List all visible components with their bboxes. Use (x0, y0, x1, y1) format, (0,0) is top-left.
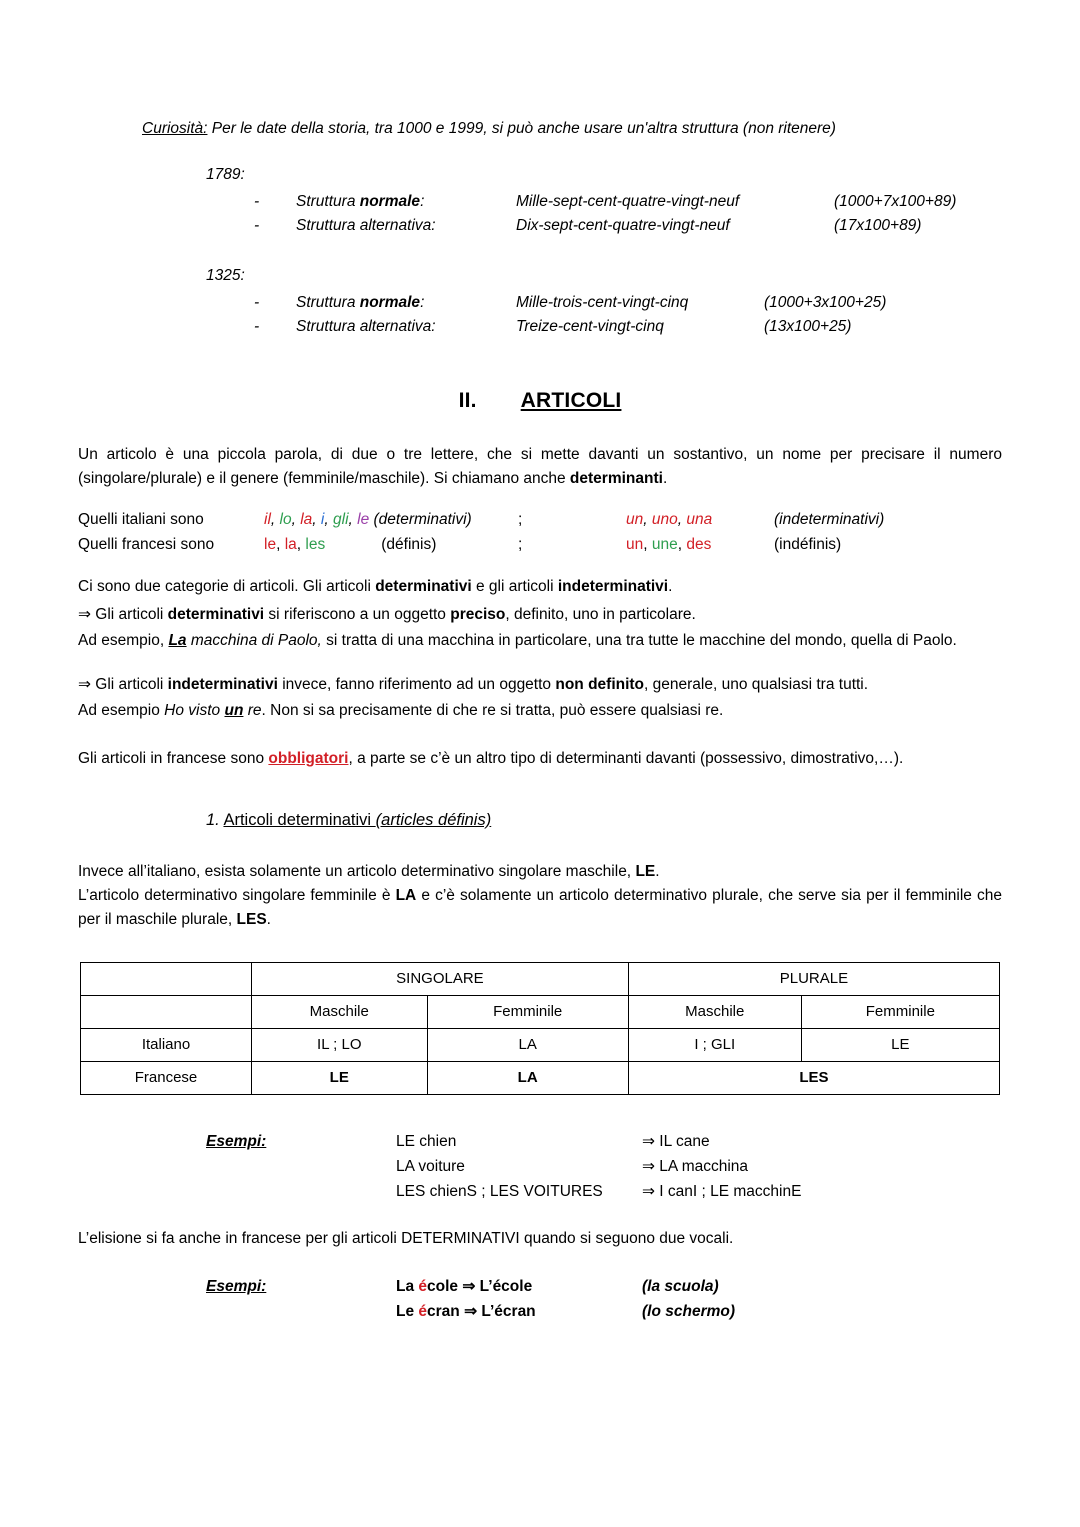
structure-calc: (1000+3x100+25) (764, 293, 887, 311)
article-line-group3: (indeterminativi) (774, 510, 885, 528)
obbligatori-c: , a parte se c’è un altro tipo di determinanti davanti (possessivo, dimostrativo,…). (348, 749, 904, 767)
esempi-french-text: LES chienS ; LES VOITURES (396, 1183, 603, 1201)
det-bold: determinativi (167, 605, 265, 623)
esempi-french (396, 1154, 642, 1179)
structure-kind-prefix: Struttura alternativa (296, 317, 432, 335)
ind-text-c: invece, fanno riferimento ad un oggetto (277, 675, 556, 693)
ind-bold-nondefinito: non definito (555, 675, 645, 693)
table-corner-cell-2 (81, 995, 252, 1028)
article-token: i (320, 510, 325, 528)
esempi-row (206, 1299, 1002, 1324)
esempi2-b: cole ⇒ L’école (427, 1278, 533, 1296)
curiosita-label: Curiosità: (142, 120, 208, 137)
structure-kind (296, 291, 516, 315)
structure-row (254, 190, 1002, 214)
esempi-french-text: LE chien (396, 1132, 457, 1150)
structure-value: Treize-cent-vingt-cinq (516, 317, 664, 335)
s1-l2-a: L’articolo determinativo singolare femminile è (78, 886, 396, 904)
table-cell-it-plur-m: I ; GLI (628, 1028, 801, 1061)
esempi-label: Esempi: (206, 1278, 267, 1296)
esempi2-italian: (la scuola) (642, 1278, 719, 1296)
year-label: 1325: (206, 266, 245, 284)
esempi-italian: ⇒ LA macchina (642, 1158, 749, 1176)
esempi2-italian: (lo schermo) (642, 1303, 736, 1321)
categories-bold-indet: indeterminativi (557, 577, 669, 595)
structure-row (254, 315, 1002, 339)
section-number: 1. (206, 810, 220, 829)
article-sep: , (643, 535, 652, 553)
structure-kind (296, 315, 516, 339)
det-ex-la: La (168, 631, 187, 649)
ind-text-e: , generale, uno qualsiasi tra tutti. (644, 675, 869, 693)
article-token: un (626, 535, 644, 553)
year-label: 1789: (206, 166, 245, 184)
esempi-row (206, 1154, 1002, 1179)
article-token: gli (333, 510, 349, 528)
structure-kind-suffix: : (431, 317, 436, 335)
obbligatori-a: Gli articoli in francese sono (78, 749, 269, 767)
intro-paragraph (78, 443, 1002, 491)
det-bold-preciso: preciso (450, 605, 506, 623)
article-line-italian (78, 507, 1002, 532)
article-line-semicolon: ; (518, 535, 523, 553)
det-ex-c: macchina di Paolo, (186, 631, 322, 649)
table-subheader-plur-maschile: Maschile (628, 995, 801, 1028)
esempi-french-text: LA voiture (396, 1158, 465, 1176)
esempi-italian: ⇒ IL cane (642, 1132, 710, 1150)
table-row-lang-italiano: Italiano (81, 1028, 252, 1061)
table-row-lang-francese: Francese (81, 1061, 252, 1094)
bullet-dash: - (254, 317, 260, 335)
article-sep: , (348, 510, 358, 528)
structure-kind-suffix: : (431, 217, 436, 235)
esempi2-a: Le (396, 1303, 419, 1321)
article-token: le (264, 535, 277, 553)
structure-value: Dix-sept-cent-quatre-vingt-neuf (516, 217, 730, 235)
year-block-1789 (206, 166, 1002, 238)
ind-ex-e: . Non si sa precisamente di che re si tratta, può essere qualsiasi re. (261, 701, 724, 719)
curiosita-text: Per le date della storia, tra 1000 e 1999, si può anche usare un'altra struttura (non ritenere) (207, 120, 836, 137)
structure-value: Mille-sept-cent-quatre-vingt-neuf (516, 193, 740, 211)
article-sep: , (296, 535, 306, 553)
esempi2-b: cran ⇒ L’écran (427, 1303, 536, 1321)
det-text-e: , definito, uno in particolare. (505, 605, 696, 623)
structure-kind-bold: normale (359, 293, 421, 311)
obbligatori-paragraph (78, 747, 1002, 771)
esempi-french (396, 1129, 642, 1154)
s1-l2-e: . (266, 910, 271, 928)
article-token: lo (279, 510, 292, 528)
esempi-label: Esempi: (206, 1132, 267, 1150)
article-sep: , (677, 510, 687, 528)
structure-value: Mille-trois-cent-vingt-cinq (516, 293, 689, 311)
s1-l2-la: LA (395, 886, 417, 904)
categories-text-a: Ci sono due categorie di articoli. Gli articoli (78, 577, 376, 595)
chapter-number: II. (458, 388, 477, 412)
structure-kind-suffix: : (420, 193, 425, 211)
indeterminativi-example (78, 699, 1002, 723)
esempi-italian: ⇒ I canI ; LE macchinE (642, 1183, 802, 1201)
article-line-group3: (indéfinis) (774, 535, 842, 553)
esempi-row (206, 1274, 1002, 1299)
determinativi-example (78, 629, 1002, 653)
article-line-group1 (264, 507, 518, 532)
esempi2-french (396, 1299, 642, 1324)
s1-l2-c: e c’è solamente un articolo determinativo plurale, che serve sia per il femminile che per il maschile plurale, (78, 886, 1002, 928)
table-cell-it-sing-m: IL ; LO (252, 1028, 428, 1061)
table-header-row-top (81, 962, 1000, 995)
s1-l2-les: LES (236, 910, 267, 928)
esempi-label-spacer (206, 1299, 396, 1324)
categories-text-e: . (668, 577, 673, 595)
structure-calc: (13x100+25) (764, 317, 852, 335)
article-line-g1-suffix: (determinativi) (369, 510, 472, 528)
article-sep: , (270, 510, 280, 528)
section-1-heading (206, 811, 1002, 830)
table-header-singolare: SINGOLARE (252, 962, 629, 995)
section1-line2 (78, 884, 1002, 932)
structure-kind-suffix: : (420, 293, 425, 311)
intro-bold: determinanti (569, 469, 663, 487)
determinativi-explanation (78, 603, 1002, 627)
table-cell-it-sing-f: LA (427, 1028, 628, 1061)
esempi2-french (396, 1274, 642, 1299)
esempi2-accent: é (418, 1278, 428, 1296)
article-line-lead: Quelli italiani sono (78, 510, 204, 528)
article-sep: , (276, 535, 285, 553)
structure-kind-bold: normale (359, 193, 421, 211)
article-sep: , (643, 510, 652, 528)
ind-ex-b: Ho visto (164, 701, 225, 719)
table-header-row-sub (81, 995, 1000, 1028)
article-token: uno (651, 510, 678, 528)
chapter-heading (78, 389, 1002, 413)
categories-intro (78, 575, 1002, 599)
det-ex-a: Ad esempio, (78, 631, 169, 649)
article-line-semicolon: ; (518, 510, 523, 528)
article-sep: , (312, 510, 321, 528)
article-token: la (300, 510, 313, 528)
article-line-french (78, 532, 1002, 557)
esempi2-a: La (396, 1278, 419, 1296)
article-lines (78, 507, 1002, 557)
obbligatori-highlight: obbligatori (268, 749, 349, 767)
det-text-c: si riferiscono a un oggetto (264, 605, 451, 623)
ind-ex-un: un (224, 701, 244, 719)
structure-row (254, 214, 1002, 238)
s1-l1-c: . (655, 862, 660, 880)
chapter-title: ARTICOLI (520, 388, 622, 412)
intro-part2: . (662, 469, 668, 487)
section1-line1 (78, 860, 1002, 884)
article-token: il (264, 510, 271, 528)
article-sep: , (291, 510, 301, 528)
article-token: une (651, 535, 678, 553)
article-line-lead: Quelli francesi sono (78, 535, 215, 553)
article-token: un (626, 510, 644, 528)
structure-kind (296, 214, 516, 238)
table-header-plurale: PLURALE (628, 962, 999, 995)
indeterminativi-explanation (78, 673, 1002, 697)
article-token: la (284, 535, 297, 553)
table-subheader-sing-maschile: Maschile (252, 995, 428, 1028)
table-corner-cell (81, 962, 252, 995)
article-token: le (357, 510, 370, 528)
year-block-1325 (206, 267, 1002, 339)
structure-kind-prefix: Struttura (296, 193, 360, 211)
intro-part1: Un articolo è una piccola parola, di due o tre lettere, che si mette davanti un sostantivo, un nome per precisare il numero (singolare/plurale) e il genere (femminile/maschile). Si chiamano anche (78, 445, 1002, 487)
ind-ex-a: Ad esempio (78, 701, 165, 719)
article-sep: , (324, 510, 333, 528)
table-row (81, 1028, 1000, 1061)
table-subheader-plur-femminile: Femminile (801, 995, 999, 1028)
article-token: una (686, 510, 713, 528)
article-line-group2 (626, 507, 774, 532)
table-cell-fr-sing-f: LA (427, 1061, 628, 1094)
table-cell-fr-sing-m: LE (252, 1061, 428, 1094)
s1-l1-a: Invece all’italiano, esista solamente un articolo determinativo singolare maschile, (78, 862, 636, 880)
structure-kind-prefix: Struttura alternativa (296, 217, 432, 235)
table-row (81, 1061, 1000, 1094)
article-token: des (686, 535, 712, 553)
section-title-french: (articles définis) (375, 810, 492, 829)
esempi-block-1 (206, 1129, 1002, 1204)
curiosita-paragraph (142, 118, 1002, 140)
s1-l1-le: LE (635, 862, 656, 880)
elision-note: L’elisione si fa anche in francese per gli articoli DETERMINATIVI quando si seguono due vocali. (78, 1230, 734, 1248)
structure-kind (296, 190, 516, 214)
article-line-g1-extra: (définis) (381, 535, 437, 553)
esempi-label-spacer (206, 1179, 396, 1204)
article-token: les (305, 535, 326, 553)
det-ex-d: si tratta di una macchina in particolare, una tra tutte le macchine del mondo, quella di Paolo. (321, 631, 957, 649)
structure-calc: (1000+7x100+89) (834, 193, 957, 211)
article-line-group2 (626, 532, 774, 557)
section-title: Articoli determinativi (223, 810, 376, 829)
categories-text-c: e gli articoli (471, 577, 558, 595)
article-line-group1 (264, 532, 518, 557)
ind-ex-d: re (243, 701, 262, 719)
table-subheader-sing-femminile: Femminile (427, 995, 628, 1028)
table-cell-fr-plur: LES (628, 1061, 999, 1094)
categories-bold-det: determinativi (375, 577, 472, 595)
esempi-label-spacer (206, 1154, 396, 1179)
structure-row (254, 291, 1002, 315)
esempi-french (396, 1179, 642, 1204)
det-text-a: ⇒ Gli articoli (78, 605, 168, 623)
esempi-row (206, 1179, 1002, 1204)
bullet-dash: - (254, 217, 260, 235)
bullet-dash: - (254, 193, 260, 211)
esempi-row (206, 1129, 1002, 1154)
ind-text-a: ⇒ Gli articoli (78, 675, 168, 693)
ind-bold: indeterminativi (167, 675, 278, 693)
bullet-dash: - (254, 293, 260, 311)
articles-table (80, 962, 1000, 1095)
structure-kind-prefix: Struttura (296, 293, 360, 311)
article-sep: , (677, 535, 687, 553)
esempi-block-2 (206, 1274, 1002, 1324)
esempi2-accent: é (418, 1303, 428, 1321)
structure-calc: (17x100+89) (834, 217, 922, 235)
table-cell-it-plur-f: LE (801, 1028, 999, 1061)
